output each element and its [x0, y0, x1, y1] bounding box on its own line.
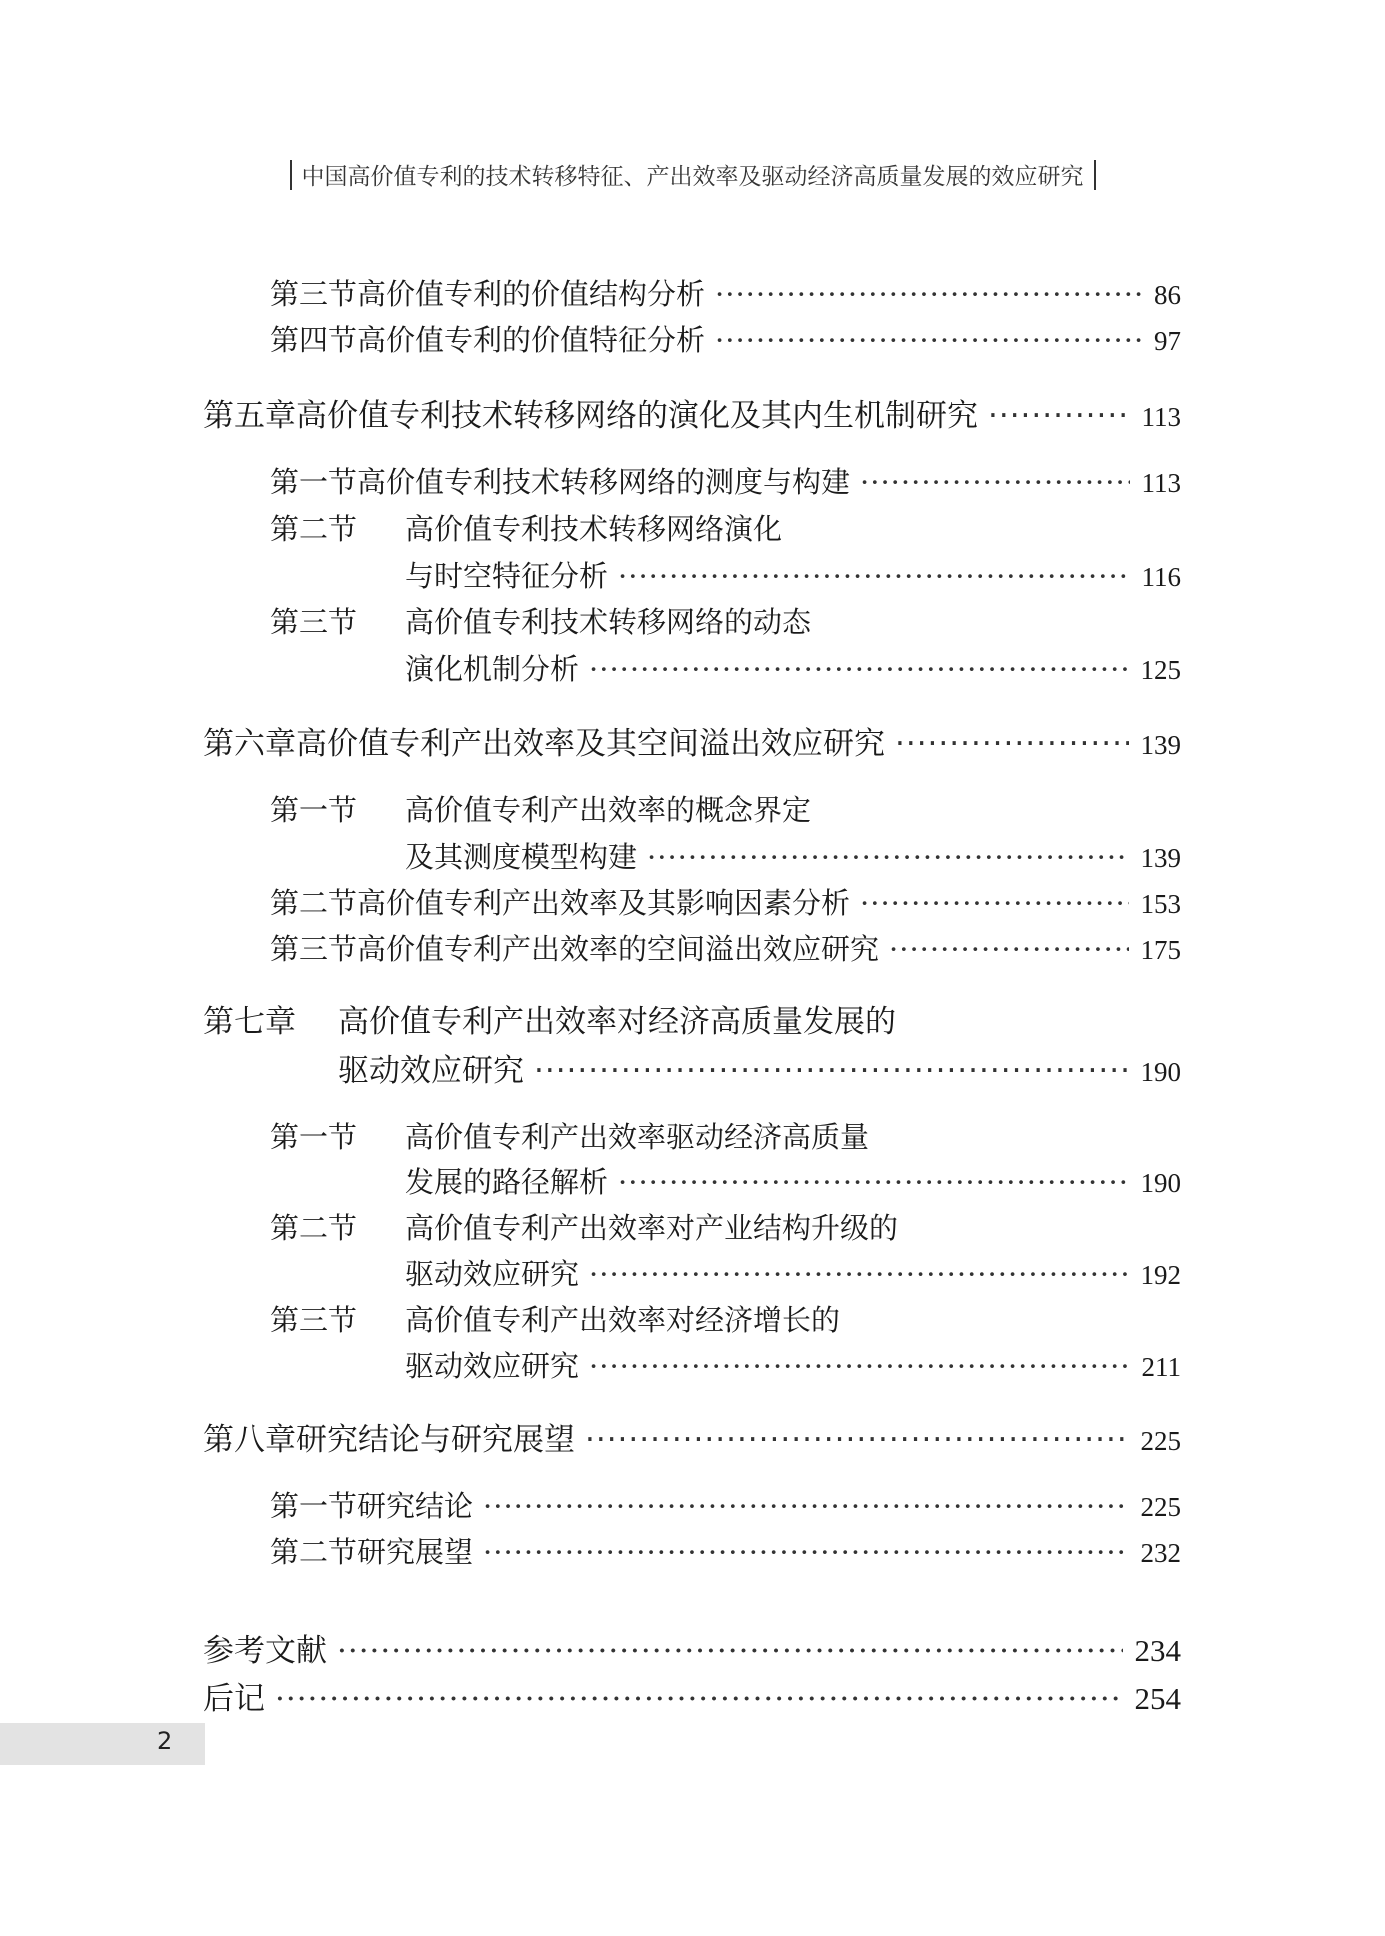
toc-page-number: 113	[1141, 468, 1181, 498]
toc-title: 高价值专利产出效率对经济高质量发展的	[338, 1004, 896, 1040]
toc-title: 高价值专利产出效率驱动经济高质量	[405, 1120, 870, 1154]
toc-section-line[interactable]	[270, 507, 782, 548]
toc-title: 高价值专利产出效率对产业结构升级的	[405, 1211, 899, 1245]
toc-title: 高价值专利产出效率的空间溢出效应研究	[357, 932, 880, 966]
toc-page-number: 97	[1154, 326, 1181, 356]
toc-section-line[interactable]	[270, 881, 1181, 922]
toc-title: 研究结论与研究展望	[296, 1422, 575, 1458]
toc-label: 第三节	[270, 932, 358, 966]
toc-title: 高价值专利的价值特征分析	[357, 323, 706, 357]
toc-leader-dots	[589, 652, 1128, 686]
toc-leader-dots	[988, 398, 1130, 434]
toc-page-number: 211	[1141, 1352, 1181, 1382]
toc-label: 第二节	[270, 1211, 358, 1245]
toc-title: 及其测度模型构建	[405, 840, 638, 874]
toc-title: 高价值专利产出效率及其影响因素分析	[357, 886, 851, 920]
toc-section-line[interactable]	[270, 600, 811, 641]
toc-leader-dots	[275, 1681, 1123, 1717]
toc-section-line[interactable]	[405, 1160, 1181, 1201]
footer-band	[0, 1723, 205, 1765]
toc-chapter-line[interactable]	[203, 718, 1181, 763]
toc-section-line[interactable]	[270, 272, 1181, 313]
toc-leader-dots	[589, 1257, 1128, 1291]
header-title: 中国高价值专利的技术转移特征、产出效率及驱动经济高质量发展的效应研究	[301, 164, 1084, 190]
toc-section-line[interactable]	[270, 788, 811, 829]
toc-section-line[interactable]	[405, 835, 1181, 876]
toc-page-number: 153	[1140, 889, 1181, 919]
toc-label: 第一节	[270, 465, 358, 499]
toc-page-number: 125	[1140, 655, 1181, 685]
toc-label: 第二节	[270, 1535, 358, 1569]
toc-title: 研究结论	[357, 1489, 474, 1523]
toc-leader-dots	[860, 465, 1129, 499]
toc-page-number: 234	[1134, 1633, 1181, 1668]
toc-leader-dots	[715, 277, 1142, 311]
toc-label: 第一节	[270, 1120, 358, 1154]
toc-label: 第三节	[270, 277, 358, 311]
toc-section-line[interactable]	[405, 1252, 1181, 1293]
toc-chapter-line[interactable]	[203, 1414, 1181, 1459]
toc-section-line[interactable]	[270, 318, 1181, 359]
toc-chapter-line[interactable]	[203, 390, 1181, 435]
toc-page-number: 254	[1134, 1681, 1181, 1716]
toc-leader-dots	[889, 932, 1128, 966]
toc-page-number: 225	[1140, 1426, 1181, 1456]
toc-section-line[interactable]	[270, 1530, 1181, 1571]
toc-label: 第八章	[203, 1422, 296, 1458]
toc-section-line[interactable]	[405, 554, 1181, 595]
toc-chapter-line[interactable]	[338, 1045, 1181, 1090]
toc-title: 发展的路径解析	[405, 1165, 609, 1199]
toc-leader-dots	[483, 1535, 1128, 1569]
toc-label: 第七章	[203, 1004, 296, 1040]
toc-section-line[interactable]	[270, 1298, 840, 1339]
toc-entry-line[interactable]	[203, 1673, 1181, 1718]
toc-page-number: 190	[1140, 1168, 1181, 1198]
toc-page-number: 225	[1140, 1492, 1181, 1522]
toc-leader-dots	[585, 1422, 1129, 1458]
toc-leader-dots	[895, 726, 1129, 762]
toc-page-number: 175	[1140, 935, 1181, 965]
toc-leader-dots	[483, 1489, 1128, 1523]
toc-chapter-line[interactable]	[203, 996, 896, 1041]
toc-leader-dots	[618, 1165, 1128, 1199]
toc-title: 驱动效应研究	[405, 1349, 580, 1383]
toc-leader-dots	[715, 323, 1142, 357]
toc-page-number: 139	[1140, 843, 1181, 873]
toc-title: 参考文献	[203, 1633, 327, 1669]
toc-label: 第四节	[270, 323, 358, 357]
toc-title: 高价值专利产出效率对经济增长的	[405, 1303, 841, 1337]
toc-page-number: 113	[1141, 402, 1181, 432]
toc-section-line[interactable]	[270, 927, 1181, 968]
toc-section-line[interactable]	[405, 647, 1181, 688]
toc-label: 第二节	[270, 886, 358, 920]
toc-page-number: 86	[1154, 280, 1181, 310]
toc-title: 研究展望	[357, 1535, 474, 1569]
toc-label: 第一节	[270, 1489, 358, 1523]
toc-title: 高价值专利技术转移网络的演化及其内生机制研究	[296, 398, 978, 434]
toc-label: 第二节	[270, 512, 358, 546]
toc-page-number: 139	[1140, 730, 1181, 760]
toc-label: 第一节	[270, 793, 358, 827]
toc-section-line[interactable]	[270, 1206, 898, 1247]
toc-title: 高价值专利产出效率及其空间溢出效应研究	[296, 726, 885, 762]
toc-title: 驱动效应研究	[405, 1257, 580, 1291]
toc-page-number: 192	[1140, 1260, 1181, 1290]
toc-section-line[interactable]	[270, 460, 1181, 501]
toc-title: 驱动效应研究	[338, 1053, 524, 1089]
toc-title: 后记	[203, 1681, 265, 1717]
page-number: 2	[157, 1727, 173, 1755]
toc-page-number: 190	[1140, 1057, 1181, 1087]
toc-leader-dots	[337, 1633, 1123, 1669]
toc-title: 高价值专利技术转移网络的动态	[405, 605, 812, 639]
toc-title: 高价值专利的价值结构分析	[357, 277, 706, 311]
toc-label: 第五章	[203, 398, 296, 434]
toc-section-line[interactable]	[270, 1484, 1181, 1525]
toc-title: 高价值专利技术转移网络演化	[405, 512, 783, 546]
toc-leader-dots	[647, 840, 1128, 874]
toc-section-line[interactable]	[270, 1115, 869, 1156]
toc-leader-dots	[534, 1053, 1129, 1089]
toc-page-number: 232	[1140, 1538, 1181, 1568]
toc-entry-line[interactable]	[203, 1625, 1181, 1670]
toc-title: 与时空特征分析	[405, 559, 609, 593]
toc-section-line[interactable]	[405, 1344, 1181, 1385]
toc-label: 第三节	[270, 605, 358, 639]
toc-leader-dots	[860, 886, 1128, 920]
toc-leader-dots	[618, 559, 1129, 593]
toc-page-number: 116	[1141, 562, 1181, 592]
toc-title: 演化机制分析	[405, 652, 580, 686]
toc-title: 高价值专利产出效率的概念界定	[405, 793, 812, 827]
toc-label: 第六章	[203, 726, 296, 762]
toc-label: 第三节	[270, 1303, 358, 1337]
toc-title: 高价值专利技术转移网络的测度与构建	[357, 465, 851, 499]
toc-leader-dots	[589, 1349, 1129, 1383]
